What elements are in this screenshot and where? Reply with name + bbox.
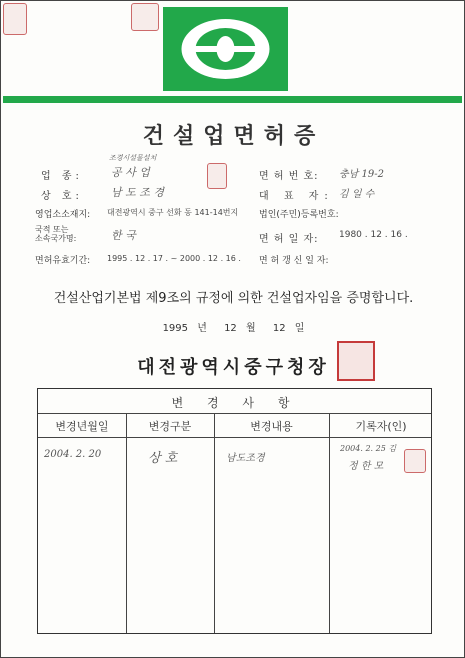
issue-month: 12 (224, 323, 237, 334)
business-note: 조경시설물설치 (109, 154, 157, 162)
column-divider (329, 413, 330, 633)
row-recorder-date: 2004. 2. 25 김 (340, 444, 397, 453)
column-divider (214, 413, 215, 633)
green-divider-bar (3, 96, 462, 103)
emblem-logo (163, 7, 288, 91)
recorder-seal (404, 449, 426, 473)
address-label: 영업소소재지: (35, 210, 91, 220)
issue-year-unit: 년 (197, 323, 207, 334)
corp-reg-label: 법인(주민)등록번호: (259, 210, 339, 220)
renewal-date-label: 면 허 갱 신 일 자: (259, 256, 329, 266)
certification-statement: 건설산업기본법 제9조의 규정에 의한 건설업자임을 증명합니다. (53, 291, 414, 306)
issue-date (1, 319, 465, 334)
valid-period-value: 1995 . 12 . 17 . ~ 2000 . 12 . 16 . (107, 254, 241, 263)
top-seal (131, 3, 159, 31)
nationality-label-line2: 소속국가명: (35, 234, 77, 243)
official-seal (337, 341, 375, 381)
column-divider (126, 413, 127, 633)
table-title: 변 경 사 항 (171, 396, 300, 410)
issue-day-unit: 일 (294, 323, 305, 334)
header-change-content: 변경내용 (250, 420, 293, 433)
header-recorder: 기록자(인) (355, 420, 407, 433)
corner-seal (3, 3, 27, 35)
document-title: 건설업면허증 (142, 123, 325, 149)
nationality-value: 한 국 (111, 229, 136, 242)
table-title-row (38, 389, 431, 414)
valid-period-label: 면허유효기간: (35, 256, 91, 266)
row-recorder-name: 정 한 모 (348, 461, 384, 472)
business-label: 업 종: (41, 171, 83, 182)
issuer-name: 대전광역시중구청장 (137, 357, 330, 378)
header-change-date: 변경년월일 (55, 420, 109, 433)
row-change-content: 남도조경 (226, 453, 265, 464)
license-no-label: 면 허 번 호: (259, 171, 319, 182)
row-change-date: 2004. 2. 20 (44, 449, 102, 460)
issue-year: 1995 (162, 323, 189, 334)
nationality-label-line1: 국적 또는 (35, 225, 69, 234)
change-history-table (37, 388, 432, 634)
representative-label: 대 표 자: (259, 191, 334, 202)
issue-day: 12 (272, 323, 286, 334)
issue-month-unit: 월 (245, 323, 256, 334)
row-change-type: 상 호 (148, 451, 178, 466)
company-label: 상 호: (41, 191, 83, 202)
address-value: 대전광역시 중구 선화 동 141-14번지 (107, 208, 239, 217)
header-change-type: 변경구분 (148, 420, 192, 433)
representative-value: 김 일 수 (339, 189, 375, 200)
license-date-label: 면 허 일 자: (259, 234, 319, 245)
company-value: 남 도 조 경 (111, 186, 164, 199)
business-value: 공 사 업 (111, 166, 150, 179)
license-no-value: 충남 19-2 (339, 169, 384, 180)
license-date-value: 1980 . 12 . 16 . (339, 230, 408, 240)
table-header-row (38, 413, 431, 438)
representative-seal (207, 163, 227, 189)
